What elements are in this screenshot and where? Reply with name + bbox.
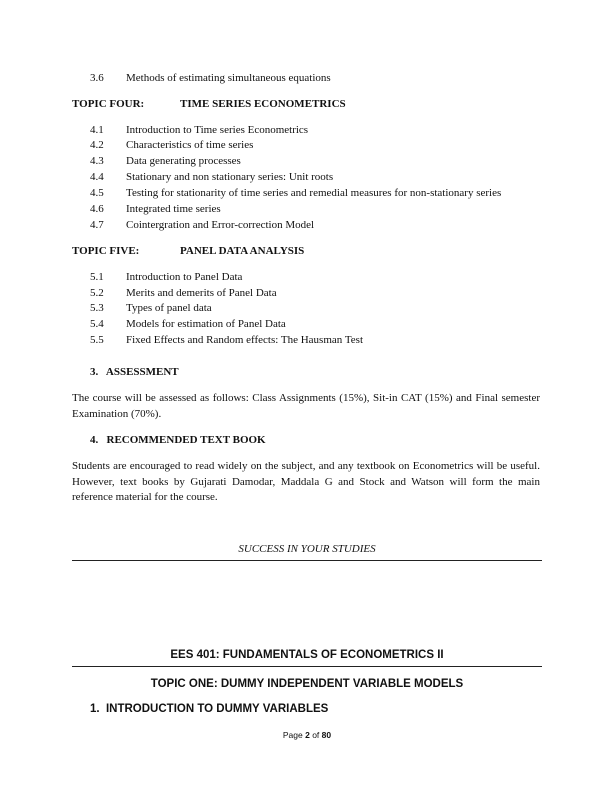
item-number: 5.3 <box>90 302 104 314</box>
item-text: Testing for stationarity of time series and remedial measures for non-stationary series <box>126 187 502 199</box>
item-text: Introduction to Time series Econometrics <box>126 124 309 136</box>
item-number: 4.5 <box>90 187 104 199</box>
item-text: Methods of estimating simultaneous equations <box>126 72 331 84</box>
page-footer <box>72 730 542 740</box>
item-number: 3.6 <box>90 72 104 84</box>
item-text: Integrated time series <box>126 203 221 215</box>
item-number: 5.2 <box>90 287 104 299</box>
item-number: 5.4 <box>90 318 104 330</box>
topic-one-title: TOPIC ONE: DUMMY INDEPENDENT VARIABLE MODELS <box>150 678 464 690</box>
course-title: EES 401: FUNDAMENTALS OF ECONOMETRICS II <box>170 649 444 661</box>
closing-remark: SUCCESS IN YOUR STUDIES <box>238 543 376 555</box>
item-text: Data generating processes <box>126 155 241 167</box>
textbook-heading: 4. RECOMMENDED TEXT BOOK <box>90 434 266 446</box>
divider-line <box>72 560 542 561</box>
item-text: Fixed Effects and Random effects: The Hausman Test <box>126 334 363 346</box>
topic-four-title: TIME SERIES ECONOMETRICS <box>180 98 346 110</box>
topic-four-label: TOPIC FOUR: <box>72 98 145 110</box>
divider-line <box>72 666 542 667</box>
item-text: Merits and demerits of Panel Data <box>126 287 277 299</box>
item-number: 4.7 <box>90 219 104 231</box>
item-text: Types of panel data <box>126 302 212 314</box>
item-number: 5.1 <box>90 271 104 283</box>
item-text: Models for estimation of Panel Data <box>126 318 286 330</box>
item-number: 4.1 <box>90 124 104 136</box>
topic-five-title: PANEL DATA ANALYSIS <box>180 245 305 257</box>
topic-five-label: TOPIC FIVE: <box>72 245 140 257</box>
textbook-body: Students are encouraged to read widely on the subject, and any textbook on Econometrics will be useful. However, text books by Gujarati Damodar, Maddala G and Stock and Watson will form the main reference material for the course. <box>72 460 540 503</box>
footer-total-pages: 80 <box>321 730 332 740</box>
item-text: Introduction to Panel Data <box>126 271 243 283</box>
footer-prefix: Page <box>282 730 306 740</box>
item-number: 4.2 <box>90 139 104 151</box>
item-text: Stationary and non stationary series: Unit roots <box>126 171 334 183</box>
item-number: 4.3 <box>90 155 104 167</box>
item-number: 5.5 <box>90 334 104 346</box>
item-number: 4.4 <box>90 171 104 183</box>
assessment-heading: 3. ASSESSMENT <box>90 366 179 378</box>
item-number: 4.6 <box>90 203 104 215</box>
intro-heading: 1. INTRODUCTION TO DUMMY VARIABLES <box>90 703 329 715</box>
footer-middle: of <box>309 730 322 740</box>
assessment-body: The course will be assessed as follows: Class Assignments (15%), Sit-in CAT (15%) and Final semester Examination (70%). <box>72 392 540 420</box>
footer-current-page: 2 <box>305 730 310 740</box>
item-text: Cointergration and Error-correction Model <box>126 219 315 231</box>
item-text: Characteristics of time series <box>126 139 254 151</box>
